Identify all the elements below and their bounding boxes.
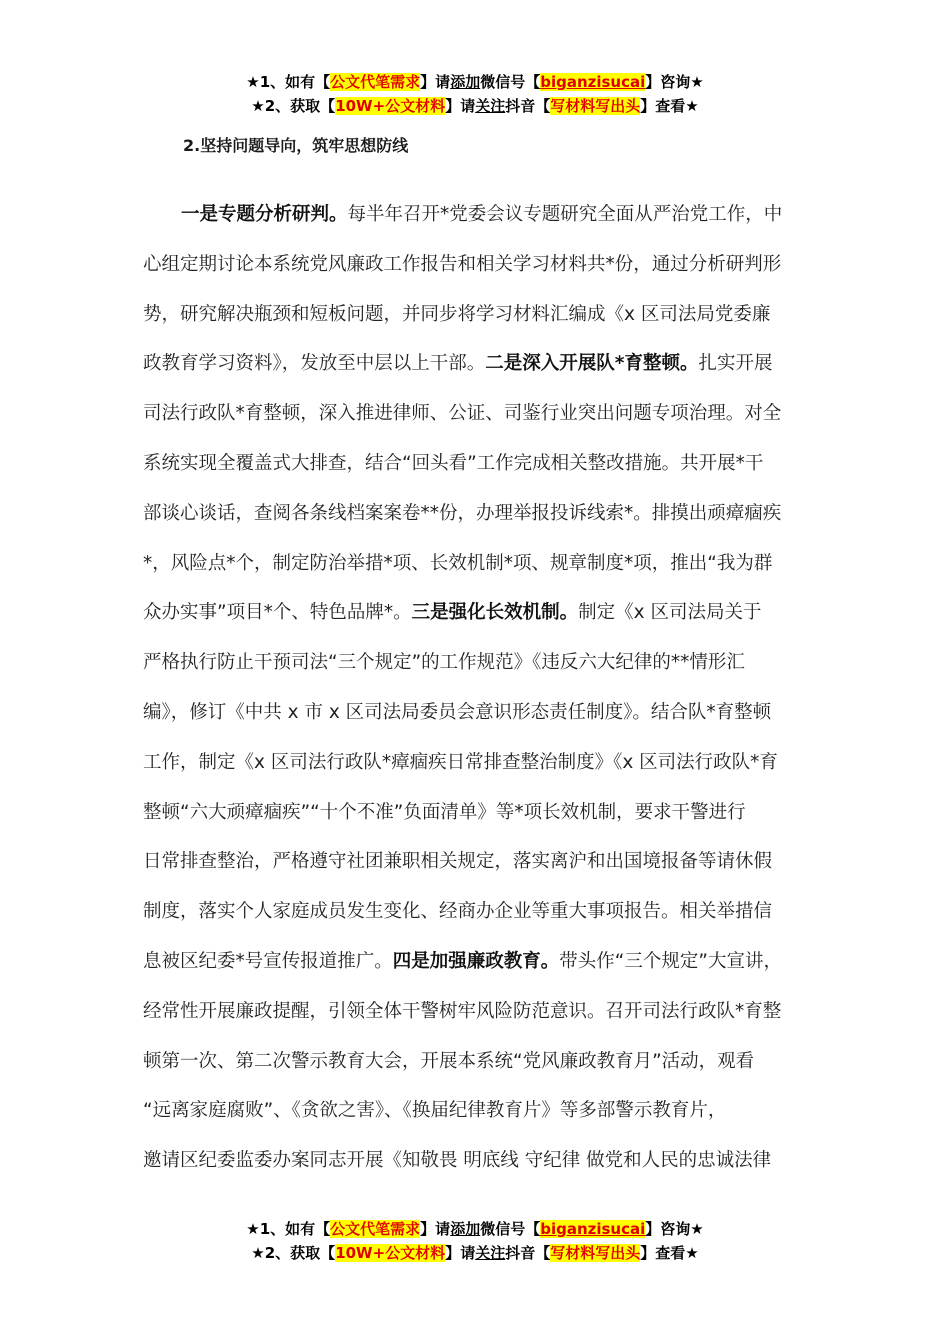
text-run: 众办实事”项目*个、特色品牌*。 [143, 602, 412, 624]
banner-highlight: 公文代笔需求 [330, 73, 421, 91]
banner-emphasis: 添加 [450, 73, 481, 91]
bold-lead: 二是深入开展队*育整顿。 [485, 353, 699, 375]
text-run: 每半年召开*党委会议专题研究全面从严治党工作，中 [347, 204, 783, 225]
banner-highlight: 公文代笔需求 [330, 1220, 421, 1238]
banner-text: ★1、如有【 [246, 73, 331, 91]
banner-line-2 [0, 1241, 950, 1265]
banner-text: 】咨询★ [645, 1220, 704, 1238]
text-line: 严格执行防止干预司法“三个规定”的工作规范》《违反六大纪律的**情形汇 [143, 652, 745, 674]
douyin-account: 写材料写出头 [550, 1244, 641, 1262]
banner-emphasis: 关注 [475, 1244, 506, 1262]
text-line [143, 190, 833, 240]
bold-lead: 一是专题分析研判。 [181, 204, 348, 225]
text-line [143, 339, 833, 389]
text-line [143, 588, 833, 638]
banner-text: ★1、如有【 [246, 1220, 331, 1238]
header-banner [0, 70, 950, 118]
text-line: 系统实现全覆盖式大排查，结合“回头看”工作完成相关整改措施。共开展*干 [143, 452, 764, 474]
banner-text: 】请 [420, 73, 451, 91]
text-line: 心组定期讨论本系统党风廉政工作报告和相关学习材料共*份，通过分析研判形 [143, 253, 782, 275]
banner-text: 】查看★ [640, 1244, 699, 1262]
text-line: 整顿“六大顽瘴痼疾”“十个不准”负面清单》等*项长效机制，要求干警进行 [143, 801, 746, 823]
douyin-account: 写材料写出头 [550, 97, 641, 115]
banner-emphasis: 关注 [475, 97, 506, 115]
text-line [143, 937, 833, 987]
text-run: 政教育学习资料》，发放至中层以上干部。 [143, 353, 486, 375]
text-line: 司法行政队*育整顿，深入推进律师、公证、司鉴行业突出问题专项治理。对全 [143, 403, 782, 425]
wechat-id-link[interactable]: biganzisucai [540, 73, 646, 91]
banner-emphasis: 添加 [450, 1220, 481, 1238]
banner-text: 】请 [445, 1244, 476, 1262]
bold-lead: 三是强化长效机制。 [411, 602, 579, 624]
wechat-id-link[interactable]: biganzisucai [540, 1220, 646, 1238]
text-line: 势，研究解决瓶颈和短板问题，并同步将学习材料汇编成《x 区司法局党委廉 [143, 303, 771, 325]
bold-lead: 四是加强廉政教育。 [392, 950, 560, 972]
body-paragraph [143, 190, 833, 1186]
text-run: 扎实开展 [698, 353, 773, 375]
banner-text: 】咨询★ [645, 73, 704, 91]
text-run: 制定《x 区司法局关于 [578, 602, 762, 624]
banner-text: 微信号【 [480, 73, 541, 91]
text-line: 编》，修订《中共 x 市 x 区司法局委员会意识形态责任制度》。结合队*育整顿 [143, 701, 772, 723]
text-line: 顿第一次、第二次警示教育大会，开展本系统“党风廉政教育月”活动，观看 [143, 1050, 755, 1072]
text-run: 息被区纪委*号宣传报道推广。 [143, 950, 393, 972]
text-line: 邀请区纪委监委办案同志开展《知敬畏 明底线 守纪律 做党和人民的忠诚法律 [143, 1150, 772, 1172]
banner-text: 】查看★ [640, 97, 699, 115]
banner-line-1 [0, 1217, 950, 1241]
banner-highlight: 10W+公文材料 [335, 1244, 446, 1262]
banner-text: ★2、获取【 [251, 1244, 336, 1262]
section-title: 2.坚持问题导向，筑牢思想防线 [183, 136, 409, 155]
banner-text: 微信号【 [480, 1220, 541, 1238]
text-line: 工作，制定《x 区司法行政队*瘴痼疾日常排查整治制度》《x 区司法行政队*育 [143, 751, 778, 773]
footer-banner [0, 1217, 950, 1265]
text-line: 日常排查整治，严格遵守社团兼职相关规定，落实离沪和出国境报备等请休假 [143, 851, 773, 873]
banner-text: 抖音【 [505, 97, 551, 115]
text-line: 制度，落实个人家庭成员发生变化、经商办企业等重大事项报告。相关举措信 [143, 901, 773, 923]
text-line: “远离家庭腐败”、《贪欲之害》、《换届纪律教育片》等多部警示教育片， [143, 1100, 727, 1122]
banner-text: 】请 [420, 1220, 451, 1238]
text-line: *，风险点*个，制定防治举措*项、长效机制*项、规章制度*项，推出“我为群 [143, 552, 773, 574]
banner-line-1 [0, 70, 950, 94]
banner-text: ★2、获取【 [251, 97, 336, 115]
banner-highlight: 10W+公文材料 [335, 97, 446, 115]
banner-line-2 [0, 94, 950, 118]
text-line: 部谈心谈话，查阅各条线档案案卷**份，办理举报投诉线索*。排摸出顽瘴痼疾 [143, 502, 782, 524]
banner-text: 】请 [445, 97, 476, 115]
text-line: 经常性开展廉政提醒，引领全体干警树牢风险防范意识。召开司法行政队*育整 [143, 1000, 782, 1022]
text-run: 带头作“三个规定”大宣讲， [559, 950, 782, 972]
banner-text: 抖音【 [505, 1244, 551, 1262]
